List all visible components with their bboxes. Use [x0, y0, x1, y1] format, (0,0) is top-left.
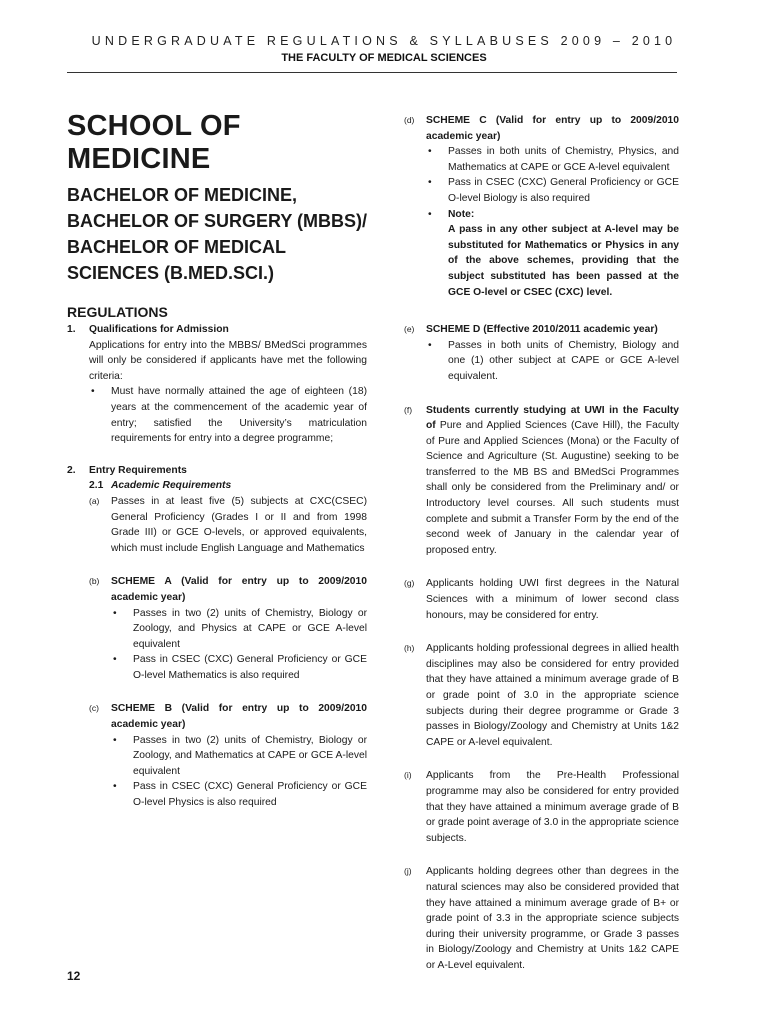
scheme-b-bullet	[111, 733, 367, 780]
note-label: Note:	[448, 208, 475, 220]
item-e-label: (e)	[404, 324, 415, 335]
scheme-b-bullet	[111, 779, 367, 810]
item-h-label: (h)	[404, 643, 415, 654]
scheme-d-bullet	[426, 338, 679, 385]
right-column	[404, 113, 679, 974]
school-title-line2: MEDICINE	[67, 143, 211, 175]
header-divider	[67, 72, 677, 73]
section-1-title: Qualifications for Admission	[89, 324, 229, 335]
scheme-d-title: SCHEME D (Effective 2010/2011 academic year)	[426, 324, 658, 336]
degree-title: BACHELOR OF MEDICINE, BACHELOR OF SURGERY (MBBS)/ BACHELOR OF MEDICAL SCIENCES (B.MED.SCI.)	[67, 185, 368, 283]
item-i	[404, 768, 679, 846]
page-number: 12	[67, 969, 81, 983]
bullet-icon: •	[428, 177, 432, 189]
scheme-c-note	[426, 207, 679, 301]
item-f-transfer-students	[404, 403, 679, 559]
note-text: A pass in any other subject at A-level may be substituted for Mathematics or Physics in any of the above schemes, providing that the subject substituted has been passed at the GCE O-level or CSEC (CXC) level.	[448, 224, 679, 298]
item-i-text: Applicants from the Pre-Health Professional programme may also be considered for entry provided that they have attained a minimum average grade of B or grade point average of 3.0 in the appropriate science subjects.	[426, 770, 680, 844]
regulations-heading: REGULATIONS	[67, 304, 168, 320]
item-d-label: (d)	[404, 115, 415, 125]
item-j-label: (j)	[404, 866, 412, 877]
section-2	[67, 463, 367, 811]
item-j	[404, 864, 679, 973]
running-header-title: UNDERGRADUATE REGULATIONS & SYLLABUSES 2009 – 2010	[91, 34, 677, 48]
item-c-scheme-b	[89, 701, 367, 810]
item-c-label: (c)	[89, 703, 99, 714]
bullet-icon: •	[428, 208, 432, 220]
scheme-a-bullet-text: Pass in CSEC (CXC) General Proficiency or GCE O-level Mathematics is also required	[133, 654, 367, 681]
item-g-text: Applicants holding UWI first degrees in the Natural Sciences with a minimum of lower second class honours, may be considered for entry.	[426, 578, 679, 621]
subsection-2-1-number: 2.1	[89, 480, 104, 492]
bullet-icon: •	[428, 339, 432, 351]
scheme-a-bullet	[111, 606, 367, 653]
item-j-text: Applicants holding degrees other than degrees in the natural sciences may also be considered provided that they have attained a minimum average grade of B+ or grade point of 3.3 in the appropriate science subjects during their university programme, or Grade 3 passes in Biology/Zoology and Chemistry at Units 1&2 CAPE or A-Level equivalent.	[426, 866, 679, 971]
section-1-text: Applications for entry into the MBBS/ BMedSci programmes will only be considered if applicants have met the following criteria:	[89, 339, 367, 382]
scheme-b-bullet-text: Pass in CSEC (CXC) General Proficiency or GCE O-level Physics is also required	[133, 781, 367, 809]
scheme-c-bullet	[426, 175, 679, 206]
item-h-text: Applicants holding professional degrees in allied health disciplines may also be considered for entry provided that they have attained a minimum average grade of B or grade point of 3.0 in the appropriate science subjects during their degree programme or Grade 3 passes in Biology/Zoology and Chemistry at Units 1&2 CAPE or A-level equivalent.	[426, 643, 679, 748]
section-1-bullet	[89, 384, 367, 446]
item-d-scheme-c	[404, 113, 679, 300]
item-b-label: (b)	[89, 576, 100, 587]
subsection-2-1	[89, 478, 367, 494]
scheme-d-bullet-text: Passes in both units of Chemistry, Biology and one (1) other subject at CAPE or GCE A-level equivalent.	[448, 339, 679, 382]
item-a-label: (a)	[89, 495, 100, 506]
subsection-2-1-title: Academic Requirements	[111, 480, 232, 492]
school-title-line1: SCHOOL OF	[67, 110, 241, 142]
scheme-c-bullet	[426, 144, 679, 175]
item-i-label: (i)	[404, 770, 412, 781]
scheme-b-bullet-text: Passes in two (2) units of Chemistry, Biology or Zoology, and Mathematics at CAPE or GCE A-level equivalent	[133, 734, 367, 777]
bullet-icon: •	[428, 146, 432, 158]
item-g-label: (g)	[404, 578, 415, 589]
bullet-icon: •	[91, 386, 95, 398]
school-title	[67, 110, 367, 176]
section-1-bullet-text: Must have normally attained the age of eighteen (18) years at the commencement of the academic year of entry; satisfied the University’s matriculation requirements for entry into a degree programme;	[111, 386, 367, 445]
left-column	[67, 110, 367, 811]
item-b-scheme-a	[89, 574, 367, 683]
section-2-number: 2.	[67, 464, 76, 476]
section-2-title: Entry Requirements	[89, 464, 187, 476]
scheme-b-title: SCHEME B (Valid for entry up to 2009/2010 academic year)	[111, 703, 367, 731]
item-h	[404, 641, 679, 750]
scheme-c-title: SCHEME C (Valid for entry up to 2009/2010 academic year)	[426, 115, 679, 142]
scheme-a-bullet-text: Passes in two (2) units of Chemistry, Biology or Zoology, and Physics at CAPE or GCE A-level equivalent	[133, 607, 367, 650]
scheme-a-bullet	[111, 652, 367, 683]
bullet-icon: •	[113, 734, 117, 746]
item-f-text	[426, 403, 679, 559]
item-f-label: (f)	[404, 404, 413, 415]
faculty-subtitle: THE FACULTY OF MEDICAL SCIENCES	[281, 52, 487, 64]
item-g	[404, 576, 679, 623]
item-a-text: Passes in at least five (5) subjects at CXC(CSEC) General Proficiency (Grades I or II and from 1998 Grade III) or GCE O-levels, or approved equivalents, which must include English Language and Mathematics	[111, 495, 367, 554]
scheme-c-bullet-text: Pass in CSEC (CXC) General Proficiency or GCE O-level Biology is also required	[448, 177, 679, 204]
scheme-a-title: SCHEME A (Valid for entry up to 2009/2010 academic year)	[111, 576, 367, 603]
bullet-icon: •	[113, 654, 117, 666]
item-f-body-text: Pure and Applied Sciences (Cave Hill), the Faculty of Pure and Applied Sciences (Mona) or the Faculty of Science and Agriculture (St. Augustine) seeking to be transferred to the MB BS and BMedSci Programmes shall only be considered from the Preliminary and/ or Introductory level courses. All such students must complete and submit a Transfer Form by the end of the second week of January in the calendar year of proposed entry.	[426, 420, 679, 556]
section-1-number: 1.	[67, 324, 76, 335]
scheme-c-bullet-text: Passes in both units of Chemistry, Physics, and Mathematics at CAPE or GCE A-level equivalent	[448, 146, 679, 173]
section-1	[67, 322, 367, 447]
item-f-bold-text: Students currently studying at UWI in the Faculty of	[426, 404, 679, 432]
bullet-icon: •	[113, 607, 117, 619]
item-e-scheme-d	[404, 322, 679, 384]
item-a	[89, 494, 367, 556]
bullet-icon: •	[113, 781, 117, 793]
